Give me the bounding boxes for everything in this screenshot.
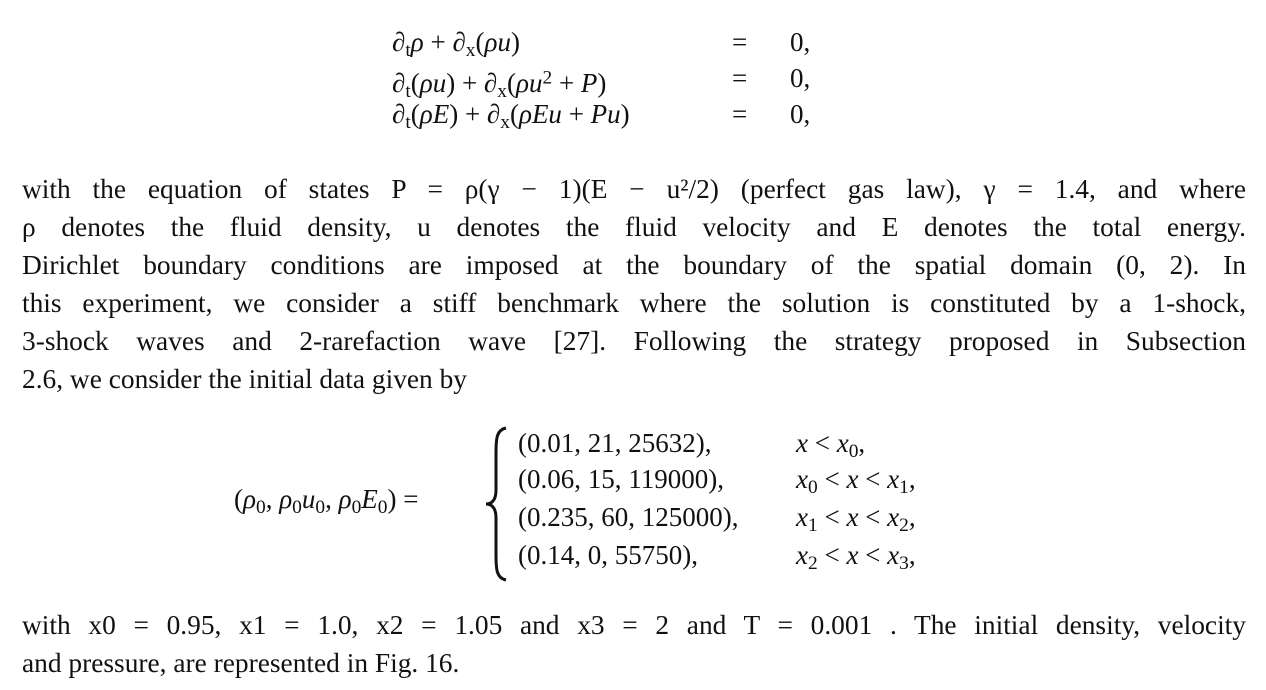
equation-rhs: 0, [790,99,811,129]
equation-equals: = [732,27,748,57]
paragraph-line: ρ denotes the fluid density, u denotes the fluid velocity and E denotes the total energy. [22,212,1246,242]
case-value: (0.01, 21, 25632), [518,428,712,458]
paragraph-line: Dirichlet boundary conditions are imposed at the boundary of the spatial domain (0, 2). In [22,250,1246,280]
equation-lhs: $\partial_t(\rho u) + \partial_x(\rho u^2 + P)$ [392,67,607,102]
equation-rhs: 0, [790,27,811,57]
case-condition: $x_1 < x < x_2$, [796,502,916,536]
paragraph-line: this experiment, we consider a stiff benchmark where the solution is constituted by a 1-shock, [22,288,1246,318]
case-value: (0.06, 15, 119000), [518,464,724,494]
paragraph-line: with the equation of states P = ρ(γ − 1)(E − u²/2) (perfect gas law), γ = 1.4, and where [22,174,1246,204]
paragraph-equation-of-state [22,170,1246,398]
left-brace [482,424,512,584]
paragraph-line: 3-shock waves and 2-rarefaction wave [27]. Following the strategy proposed in Subsection [22,326,1246,356]
equation-row-energy [392,96,892,132]
case-condition: $x_2 < x < x_3$, [796,540,916,574]
equation-row-momentum [392,60,892,102]
case-condition: $x < x_0$, [796,428,866,462]
paragraph-line: and pressure, are represented in Fig. 16. [22,648,460,678]
case-condition: $x_0 < x < x_1$, [796,464,916,498]
equation-lhs: $\partial_t\rho + \partial_x(\rho u)$ [392,27,520,61]
paragraph-line: 2.6, we consider the initial data given by [22,364,467,394]
case-value: (0.235, 60, 125000), [518,502,739,532]
paragraph-parameters [22,606,1246,682]
equation-rhs: 0, [790,63,811,93]
equation-equals: = [732,99,748,129]
equation-equals: = [732,63,748,93]
initial-data-lhs: ($\rho_0$, $\rho_0u_0$, $\rho_0E_0$) = [234,484,419,518]
case-value: (0.14, 0, 55750), [518,540,698,570]
initial-data-equation [234,424,994,584]
equation-lhs: $\partial_t(\rho E) + \partial_x(\rho Eu + Pu)$ [392,99,630,133]
paragraph-line: with x0 = 0.95, x1 = 1.0, x2 = 1.05 and x3 = 2 and T = 0.001 . The initial density, velocity [22,610,1246,640]
equation-row-mass [392,24,892,60]
